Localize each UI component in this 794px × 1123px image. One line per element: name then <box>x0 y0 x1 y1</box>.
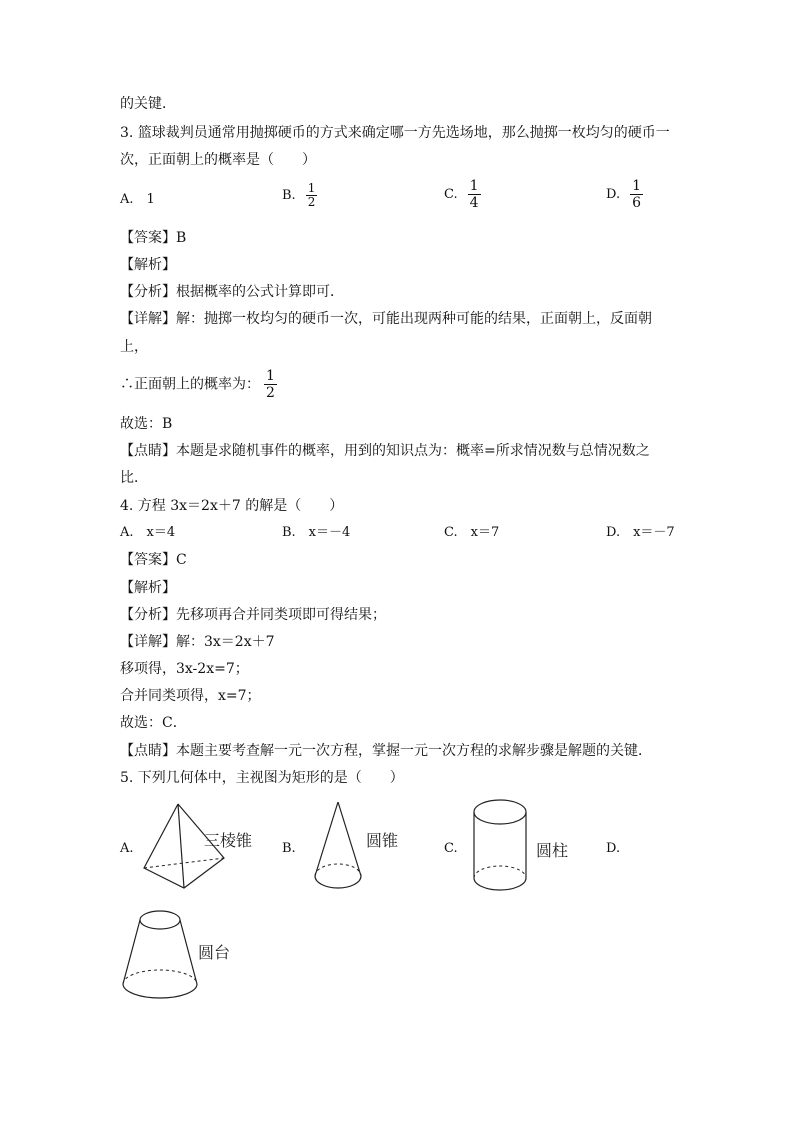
denominator: 6 <box>632 195 642 211</box>
option-label: C. <box>444 187 458 202</box>
fraction <box>306 182 318 209</box>
q4-comment: 【点睛】本题主要考查解一元一次方程，掌握一元一次方程的求解步骤是解题的关键． <box>120 743 652 759</box>
figure-label: 圆锥 <box>366 831 399 850</box>
option-label: B. <box>282 188 296 203</box>
q4-step-move: 移项得，3x-2x=7； <box>120 661 249 677</box>
q4-option-a: A. x＝4 <box>120 525 176 540</box>
q3-analysis-heading: 【解析】 <box>120 257 176 273</box>
numerator: 1 <box>266 368 275 384</box>
denominator: 4 <box>469 195 479 211</box>
denominator: 2 <box>266 385 275 401</box>
q5-option-d-label: D. <box>606 841 621 856</box>
fraction <box>630 178 643 211</box>
q4-detail: 【详解】解：3x＝2x＋7 <box>120 634 275 650</box>
q5-option-b-label: B. <box>282 841 296 856</box>
q3-comment: 【点睛】本题是求随机事件的概率，用到的知识点为：概率=所求情况数与总情况数之 <box>120 443 650 459</box>
numerator: 1 <box>632 178 642 194</box>
q4-analysis-heading: 【解析】 <box>120 580 176 596</box>
q3-comment-cont: 比． <box>120 470 148 486</box>
numerator: 1 <box>469 178 479 194</box>
q4-option-c: C. x＝7 <box>444 525 500 540</box>
cylinder-figure <box>470 798 580 898</box>
q3-analysis: 【分析】根据概率的公式计算即可． <box>120 284 344 300</box>
q4-answer: 【答案】C <box>120 552 187 568</box>
cone-figure <box>308 800 408 894</box>
figure-label: 三棱锥 <box>204 831 253 850</box>
text-line: 的关键． <box>120 96 176 112</box>
question-4-stem: 4. 方程 3x＝2x＋7 的解是（ ） <box>120 498 344 514</box>
numerator: 1 <box>307 181 316 195</box>
q3-detail: 【详解】解：抛掷一枚均匀的硬币一次，可能出现两种可能的结果，正面朝上，反面朝 <box>120 311 652 327</box>
question-3-stem-cont: 次，正面朝上的概率是（ ） <box>120 152 316 168</box>
q3-option-a: A. 1 <box>120 192 155 207</box>
denominator: 2 <box>307 195 316 209</box>
q4-step-combine: 合并同类项得，x=7； <box>120 688 261 704</box>
figure-label: 圆台 <box>198 943 231 962</box>
q3-option-d <box>606 178 643 211</box>
fraction <box>468 178 481 211</box>
triangular-pyramid-figure <box>138 802 258 892</box>
figure-label: 圆柱 <box>536 841 569 860</box>
question-5-stem: 5. 下列几何体中，主视图为矩形的是（ ） <box>120 770 404 786</box>
q5-option-a-label: A. <box>120 841 134 856</box>
q3-answer: 【答案】B <box>120 230 187 246</box>
fraction <box>264 368 277 401</box>
q3-detail-cont: 上， <box>120 339 148 355</box>
q4-option-d: D. x＝－7 <box>606 525 675 540</box>
q3-result <box>120 368 277 401</box>
q5-option-c-label: C. <box>444 841 458 856</box>
q3-option-b <box>282 182 317 209</box>
q3-choice: 故选：B <box>120 416 173 432</box>
option-label: D. <box>606 187 621 202</box>
question-3-stem: 3. 篮球裁判员通常用抛掷硬币的方式来确定哪一方先选场地，那么抛掷一枚均匀的硬币一 <box>120 125 670 141</box>
q4-analysis: 【分析】先移项再合并同类项即可得结果； <box>120 607 386 623</box>
q4-option-b: B. x＝－4 <box>282 525 351 540</box>
q3-option-c <box>444 178 481 211</box>
therefore-text: ∴正面朝上的概率为： <box>120 376 260 393</box>
frustum-figure <box>118 908 248 1008</box>
q4-choice: 故选：C． <box>120 715 187 731</box>
